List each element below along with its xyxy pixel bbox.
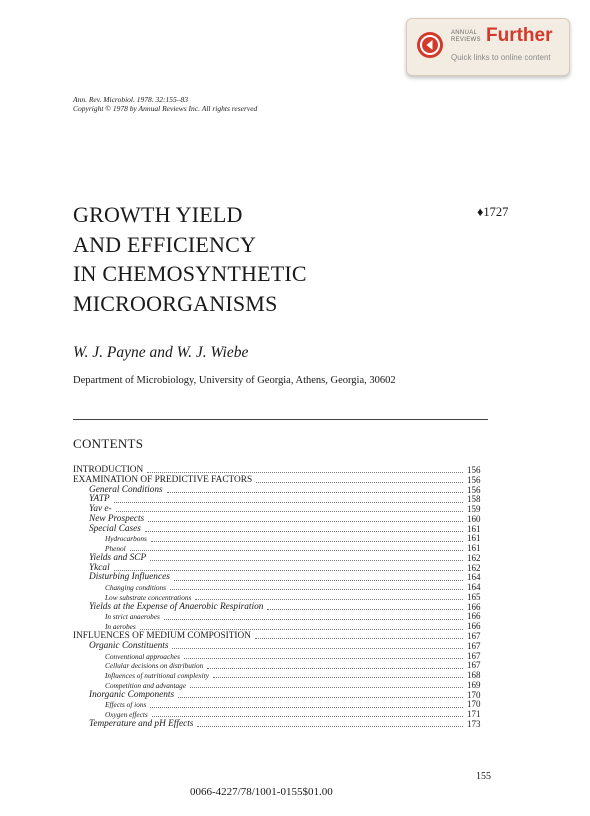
toc-entry-label: Cellular decisions on distribution (105, 661, 204, 671)
toc-leader (174, 580, 463, 581)
toc-entry[interactable] (73, 700, 489, 710)
toc-entry[interactable] (73, 603, 489, 613)
toc-entry[interactable] (73, 661, 489, 671)
toc-entry[interactable] (73, 583, 489, 593)
toc-leader (114, 502, 463, 503)
toc-entry-label: Inorganic Components (89, 689, 175, 700)
toc-entry-page: 161 (467, 523, 481, 534)
toc-entry-page: 169 (467, 679, 481, 690)
toc-leader (256, 482, 463, 483)
toc-entry-label: General Conditions (89, 484, 163, 495)
toc-entry-label: INTRODUCTION (73, 464, 144, 475)
toc-entry-page: 167 (467, 631, 481, 641)
toc-entry-label: YATP (89, 494, 110, 505)
toc-entry-label: Phenol (105, 544, 126, 554)
badge-further: Further (486, 25, 553, 46)
toc-entry-label: Ykcal (89, 562, 110, 573)
toc-leader (148, 521, 463, 522)
toc-entry-page: 164 (467, 572, 481, 583)
toc-entry[interactable] (73, 691, 489, 701)
toc-entry-page: 167 (467, 640, 481, 651)
toc-leader (152, 716, 463, 717)
authors: W. J. Payne and W. J. Wiebe (73, 344, 249, 361)
toc-leader (140, 629, 463, 630)
toc-leader (255, 638, 463, 639)
toc-leader (150, 707, 463, 708)
toc-entry-label: Temperature and pH Effects (89, 718, 194, 729)
toc-entry-label: In aerobes (105, 622, 136, 632)
toc-entry-label: Yields and SCP (89, 552, 147, 563)
toc-entry[interactable] (73, 573, 489, 583)
toc-entry-page: 158 (467, 494, 481, 505)
toc-entry-page: 165 (467, 591, 481, 602)
toc-entry-label: Hydrocarbons (105, 534, 147, 544)
toc-leader (116, 511, 463, 512)
toc-leader (147, 472, 463, 473)
toc-entry[interactable] (73, 642, 489, 652)
play-icon (417, 32, 443, 58)
toc-entry-label: Effects of ions (105, 700, 147, 710)
toc-entry[interactable] (73, 495, 489, 505)
toc-entry-label: In strict anaerobes (105, 612, 160, 622)
toc-entry[interactable] (73, 554, 489, 564)
toc-entry-label: EXAMINATION OF PREDICTIVE FACTORS (73, 474, 253, 485)
toc-entry-label: INFLUENCES OF MEDIUM COMPOSITION (73, 631, 251, 641)
toc-entry[interactable] (73, 652, 489, 662)
toc-entry-label: Yields at the Expense of Anaerobic Respiration (89, 601, 264, 612)
toc-entry-page: 170 (467, 699, 481, 710)
toc-entry-page: 166 (467, 621, 481, 632)
toc-leader (151, 541, 463, 542)
toc-entry-page: 162 (467, 552, 481, 563)
toc-leader (207, 668, 463, 669)
toc-leader (130, 550, 463, 551)
toc-leader (267, 609, 463, 610)
toc-entry-label: New Prospects (89, 513, 145, 524)
toc-entry-page: 159 (467, 504, 481, 515)
toc-entry-page: 166 (467, 601, 481, 612)
toc-leader (150, 560, 463, 561)
toc-entry-page: 161 (467, 533, 481, 544)
toc-entry-page: 160 (467, 513, 481, 524)
toc-entry-label: Disturbing Influences (89, 572, 170, 583)
toc-entry[interactable] (73, 534, 489, 544)
contents-heading: CONTENTS (73, 436, 144, 451)
toc-entry[interactable] (73, 671, 489, 681)
article-number: ♦1727 (477, 205, 509, 219)
toc-leader (184, 658, 463, 659)
toc-entry-page: 164 (467, 582, 481, 593)
toc-leader (170, 589, 463, 590)
toc-entry[interactable] (73, 525, 489, 535)
toc-entry-label: Oxygen effects (105, 710, 148, 720)
toc-entry-page: 161 (467, 543, 481, 554)
toc-leader (145, 531, 463, 532)
toc-entry-page: 162 (467, 562, 481, 573)
affiliation: Department of Microbiology, University of Georgia, Athens, Georgia, 30602 (73, 375, 396, 386)
toc-entry-page: 166 (467, 611, 481, 622)
divider (73, 419, 488, 420)
badge-quick-links: Quick links to online content (451, 53, 551, 62)
toc-entry-page: 168 (467, 670, 481, 681)
toc-entry-label: Organic Constituents (89, 640, 169, 651)
toc-leader (197, 726, 463, 727)
toc-entry-page: 173 (467, 718, 481, 729)
toc-entry-label: Competition and advantage (105, 680, 187, 690)
toc-leader (195, 599, 463, 600)
page-number: 155 (476, 771, 491, 782)
toc-entry-page: 156 (467, 464, 481, 475)
toc-entry-label: Changing conditions (105, 583, 167, 593)
toc-leader (213, 677, 463, 678)
toc-entry-page: 156 (467, 474, 481, 485)
toc-entry-label: Low substrate concentrations (105, 592, 192, 602)
toc-entry[interactable] (73, 486, 489, 496)
toc-leader (164, 619, 463, 620)
toc-leader (178, 697, 463, 698)
toc-entry-page: 167 (467, 650, 481, 661)
toc-entry-label: Yav e- (89, 504, 112, 515)
article-title: GROWTH YIELD AND EFFICIENCY IN CHEMOSYNTHETIC MICROORGANISMS (73, 202, 307, 316)
further-badge[interactable] (406, 18, 570, 76)
toc-entry[interactable] (73, 612, 489, 622)
toc-entry-label: Influences of nutritional complexity (105, 671, 209, 681)
toc-entry-page: 167 (467, 660, 481, 671)
citation: Ann. Rev. Microbiol. 1978. 32:155–83 Copyright © 1978 by Annual Reviews Inc. All rights reserved (73, 95, 258, 113)
toc-leader (190, 687, 463, 688)
footer-code: 0066-4227/78/1001-0155$01.00 (190, 786, 333, 798)
table-of-contents (73, 466, 489, 730)
toc-leader (172, 648, 463, 649)
toc-entry-page: 156 (467, 484, 481, 495)
toc-leader (167, 492, 463, 493)
badge-publisher: ANNUAL REVIEWS (451, 30, 481, 43)
toc-entry-label: Special Cases (89, 523, 141, 534)
toc-entry[interactable] (73, 720, 489, 730)
toc-entry-label: Conventional approaches (105, 651, 180, 661)
toc-leader (114, 570, 463, 571)
toc-entry-page: 171 (467, 709, 481, 720)
toc-entry-page: 170 (467, 689, 481, 700)
